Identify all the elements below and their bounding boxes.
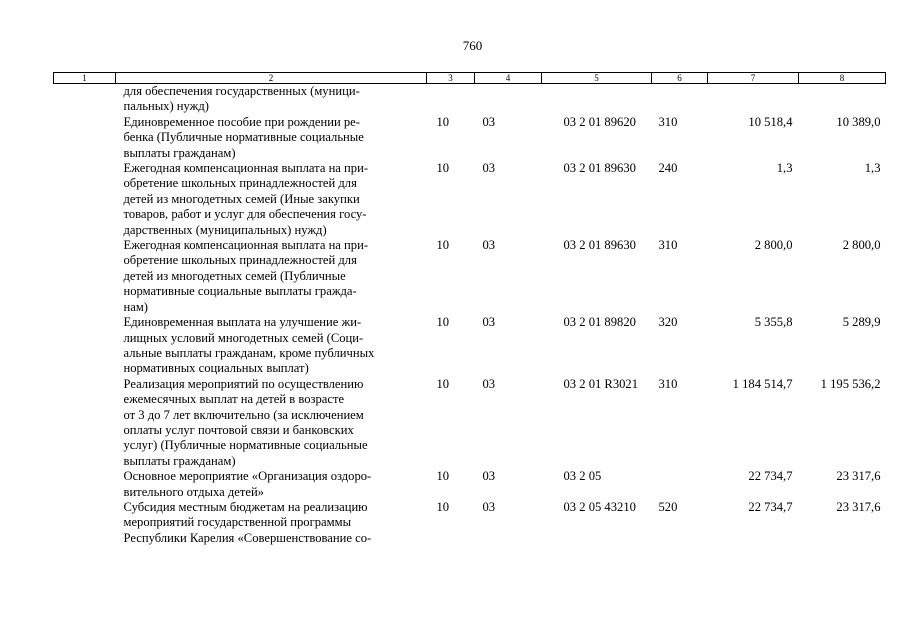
budget-table	[53, 72, 886, 546]
section-code: 10	[436, 161, 450, 176]
description-line: обретение школьных принадлежностей для	[123, 253, 357, 268]
target-article-code: 03 2 01 89620	[563, 114, 636, 129]
row-code-cell	[54, 315, 116, 377]
description-line: Республики Карелия «Совершенствование со-	[123, 530, 372, 545]
table-row	[54, 377, 886, 469]
amount-year-1	[708, 84, 799, 115]
column-number: 1	[54, 73, 116, 84]
section-code: 10	[436, 469, 450, 484]
description-line: Субсидия местным бюджетам на реализацию	[123, 499, 368, 514]
amount-year-1: 1 184 514,7	[732, 376, 793, 391]
expense-type-code	[652, 469, 708, 500]
row-code-cell	[54, 115, 116, 161]
column-number-row	[54, 73, 886, 84]
column-number: 3	[427, 73, 475, 84]
amount-year-1: 1,3	[776, 161, 793, 176]
row-code-cell	[54, 84, 116, 115]
amount-year-2: 23 317,6	[836, 499, 881, 514]
description-line: вительного отдыха детей»	[123, 484, 264, 499]
column-number: 7	[708, 73, 799, 84]
expense-type-code: 310	[658, 114, 678, 129]
description-line: Основное мероприятие «Организация оздоро-	[123, 469, 372, 484]
expense-type-code	[652, 84, 708, 115]
row-description	[116, 377, 427, 469]
column-number: 6	[652, 73, 708, 84]
description-line: мероприятий государственной программы	[123, 515, 352, 530]
amount-year-1: 2 800,0	[754, 238, 793, 253]
description-line: бенка (Публичные нормативные социальные	[123, 130, 364, 145]
subsection-code: 03	[482, 238, 496, 253]
description-line: Ежегодная компенсационная выплата на при-	[123, 161, 369, 176]
expense-type-code: 320	[658, 315, 678, 330]
description-line: для обеспечения государственных (муници-	[123, 84, 360, 98]
row-code-cell	[54, 500, 116, 546]
row-description	[116, 238, 427, 315]
subsection-code: 03	[482, 315, 496, 330]
row-description	[116, 84, 427, 115]
amount-year-2: 1 195 536,2	[820, 376, 881, 391]
section-code: 10	[436, 499, 450, 514]
description-line: Реализация мероприятий по осуществлению	[123, 376, 364, 391]
row-description	[116, 315, 427, 377]
description-line: нормативные социальные выплаты гражда-	[123, 284, 357, 299]
description-line: оплаты услуг почтовой связи и банковских	[123, 422, 354, 437]
table-row	[54, 469, 886, 500]
section-code: 10	[436, 238, 450, 253]
row-code-cell	[54, 469, 116, 500]
table-row	[54, 238, 886, 315]
row-description	[116, 469, 427, 500]
section-code: 10	[436, 114, 450, 129]
description-line: Единовременная выплата на улучшение жи-	[123, 315, 362, 330]
subsection-code: 03	[482, 376, 496, 391]
description-line: Ежегодная компенсационная выплата на при-	[123, 238, 369, 253]
description-line: детей из многодетных семей (Публичные	[123, 268, 346, 283]
amount-year-2: 1,3	[864, 161, 881, 176]
amount-year-2: 23 317,6	[836, 469, 881, 484]
table-row	[54, 315, 886, 377]
row-code-cell	[54, 377, 116, 469]
target-article-code: 03 2 05 43210	[563, 499, 636, 514]
amount-year-2: 10 389,0	[836, 114, 881, 129]
row-description	[116, 115, 427, 161]
target-article-code	[542, 84, 652, 115]
target-article-code: 03 2 01 R3021	[563, 376, 639, 391]
column-number: 2	[116, 73, 427, 84]
amount-year-1: 10 518,4	[748, 114, 793, 129]
row-code-cell	[54, 238, 116, 315]
section-code	[427, 84, 475, 115]
expense-type-code: 240	[658, 161, 678, 176]
description-line: пальных) нужд)	[123, 99, 209, 114]
description-line: выплаты гражданам)	[123, 145, 236, 160]
description-line: нам)	[123, 299, 148, 314]
target-article-code: 03 2 01 89820	[563, 315, 636, 330]
target-article-code: 03 2 01 89630	[563, 161, 636, 176]
table-row	[54, 115, 886, 161]
amount-year-2: 2 800,0	[842, 238, 881, 253]
column-number: 4	[475, 73, 542, 84]
expense-type-code: 310	[658, 238, 678, 253]
table-row	[54, 84, 886, 115]
description-line: Единовременное пособие при рождении ре-	[123, 114, 360, 129]
expense-type-code: 520	[658, 499, 678, 514]
target-article-code: 03 2 05	[563, 469, 602, 484]
description-line: ежемесячных выплат на детей в возрасте	[123, 392, 345, 407]
subsection-code: 03	[482, 469, 496, 484]
column-number: 5	[542, 73, 652, 84]
amount-year-1: 5 355,8	[754, 315, 793, 330]
amount-year-2: 5 289,9	[842, 315, 881, 330]
column-number: 8	[799, 73, 886, 84]
table-row	[54, 500, 886, 546]
description-line: альные выплаты гражданам, кроме публичных	[123, 345, 375, 360]
amount-year-1: 22 734,7	[748, 469, 793, 484]
row-description	[116, 161, 427, 238]
page-number: 760	[462, 38, 483, 53]
target-article-code: 03 2 01 89630	[563, 238, 636, 253]
description-line: от 3 до 7 лет включительно (за исключением	[123, 407, 364, 422]
expense-type-code: 310	[658, 376, 678, 391]
amount-year-2	[799, 84, 886, 115]
description-line: обретение школьных принадлежностей для	[123, 176, 357, 191]
subsection-code	[475, 84, 542, 115]
description-line: лищных условий многодетных семей (Соци-	[123, 330, 364, 345]
row-code-cell	[54, 161, 116, 238]
description-line: услуг) (Публичные нормативные социальные	[123, 438, 368, 453]
description-line: дарственных (муниципальных) нужд)	[123, 222, 327, 237]
description-line: нормативных социальных выплат)	[123, 361, 309, 376]
description-line: товаров, работ и услуг для обеспечения госу-	[123, 207, 367, 222]
subsection-code: 03	[482, 499, 496, 514]
description-line: детей из многодетных семей (Иные закупки	[123, 191, 360, 206]
amount-year-1: 22 734,7	[748, 499, 793, 514]
subsection-code: 03	[482, 114, 496, 129]
subsection-code: 03	[482, 161, 496, 176]
section-code: 10	[436, 315, 450, 330]
section-code: 10	[436, 376, 450, 391]
table-row	[54, 161, 886, 238]
row-description	[116, 500, 427, 546]
description-line: выплаты гражданам)	[123, 453, 236, 468]
